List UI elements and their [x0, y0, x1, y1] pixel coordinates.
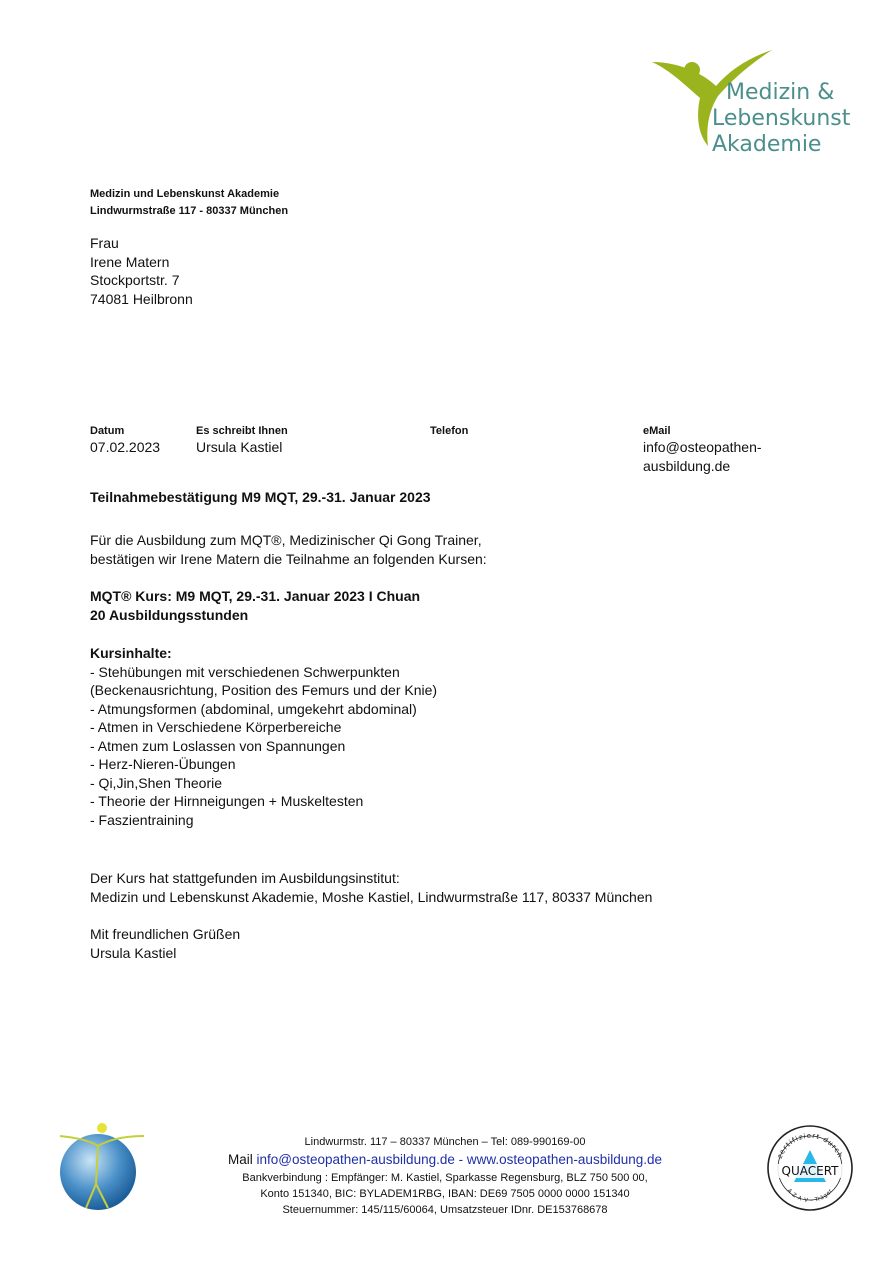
course-contents: [90, 644, 437, 829]
contents-item: - Faszientraining: [90, 811, 194, 828]
globe-figure-icon: [56, 1120, 146, 1212]
course-line-2: 20 Ausbildungsstunden: [90, 606, 249, 623]
footer-web-link[interactable]: www.osteopathen-ausbildung.de: [466, 1152, 662, 1167]
contents-item: - Herz-Nieren-Übungen: [90, 756, 236, 772]
course-line-1: MQT® Kurs: M9 MQT, 29.-31. Januar 2023 I Chuan: [90, 588, 421, 604]
footer-mail-prefix: Mail: [227, 1152, 257, 1167]
recipient-street: Stockportstr. 7: [90, 272, 180, 288]
sender-address: Lindwurmstraße 117 - 80337 München: [90, 205, 289, 217]
logo-line-3: Akademie: [712, 132, 822, 157]
letter-subject: Teilnahmebestätigung M9 MQT, 29.-31. Januar 2023: [90, 489, 431, 505]
contents-heading: Kursinhalte:: [90, 645, 172, 661]
recipient-city: 74081 Heilbronn: [90, 290, 193, 307]
location-line-1: Der Kurs hat stattgefunden im Ausbildungsinstitut:: [90, 870, 400, 886]
recipient-name: Irene Matern: [90, 253, 170, 270]
datum-label: Datum: [90, 425, 125, 437]
footer-bank-line-1: Bankverbindung : Empfänger: M. Kastiel, Sparkasse Regensburg, BLZ 750 500 00,: [242, 1172, 648, 1184]
location-line-2: Medizin und Lebenskunst Akademie, Moshe Kastiel, Lindwurmstraße 117, 80337 München: [90, 888, 653, 905]
closing-name: Ursula Kastiel: [90, 944, 177, 961]
footer-tax: Steuernummer: 145/115/60064, Umsatzsteuer IDnr. DE153768678: [282, 1204, 608, 1216]
logo-line-1: Medizin &: [726, 80, 835, 105]
contents-item: - Theorie der Hirnneigungen + Muskeltesten: [90, 793, 364, 809]
footer-address: Lindwurmstr. 117 – 80337 München – Tel: 089-990169-00: [304, 1136, 586, 1148]
datum-value: 07.02.2023: [90, 439, 161, 455]
location-paragraph: [90, 869, 652, 906]
recipient-address: [90, 234, 193, 308]
intro-line-1: Für die Ausbildung zum MQT®, Medizinischer Qi Gong Trainer,: [90, 532, 482, 548]
course-block: [90, 587, 420, 624]
telefon-label: Telefon: [430, 425, 469, 437]
contents-item: - Stehübungen mit verschiedenen Schwerpunkten: [90, 663, 400, 680]
footer-mail-line: [200, 1150, 690, 1170]
sender-block: [90, 186, 288, 220]
academy-logo: [712, 80, 850, 158]
seal-brand: QUACERT: [781, 1164, 839, 1178]
footer: [200, 1134, 690, 1218]
sender-name: Medizin und Lebenskunst Akademie: [90, 188, 280, 200]
writer-value: Ursula Kastiel: [196, 439, 283, 455]
email-label: eMail: [643, 425, 671, 437]
contents-item: - Qi,Jin,Shen Theorie: [90, 774, 223, 791]
logo-line-2: Lebenskunst: [712, 106, 851, 131]
intro-line-2: bestätigen wir Irene Matern die Teilnahme an folgenden Kursen:: [90, 550, 487, 567]
seal-bottom-text: A Z A V - Träger: [785, 1187, 835, 1205]
recipient-salutation: Frau: [90, 235, 119, 251]
seal-top-text: zertifiziert durch: [775, 1131, 845, 1160]
contents-item: - Atmungsformen (abdominal, umgekehrt abdominal): [90, 700, 417, 717]
contents-item: (Beckenausrichtung, Position des Femurs und der Knie): [90, 682, 438, 698]
closing-greeting: Mit freundlichen Grüßen: [90, 926, 241, 942]
quacert-seal: [766, 1124, 854, 1212]
contents-item: - Atmen in Verschiedene Körperbereiche: [90, 719, 342, 735]
email-value: [643, 438, 762, 475]
writer-label: Es schreibt Ihnen: [196, 425, 288, 437]
footer-email-link[interactable]: info@osteopathen-ausbildung.de: [256, 1152, 455, 1167]
email-value-line-1: info@osteopathen-: [643, 439, 762, 455]
email-value-line-2: ausbildung.de: [643, 457, 731, 474]
intro-paragraph: [90, 531, 487, 568]
footer-bank-line-2: Konto 151340, BIC: BYLADEM1RBG, IBAN: DE69 7505 0000 0000 151340: [260, 1188, 630, 1200]
footer-mail-separator: -: [454, 1152, 467, 1167]
contents-item: - Atmen zum Loslassen von Spannungen: [90, 737, 346, 754]
closing-block: [90, 925, 240, 962]
